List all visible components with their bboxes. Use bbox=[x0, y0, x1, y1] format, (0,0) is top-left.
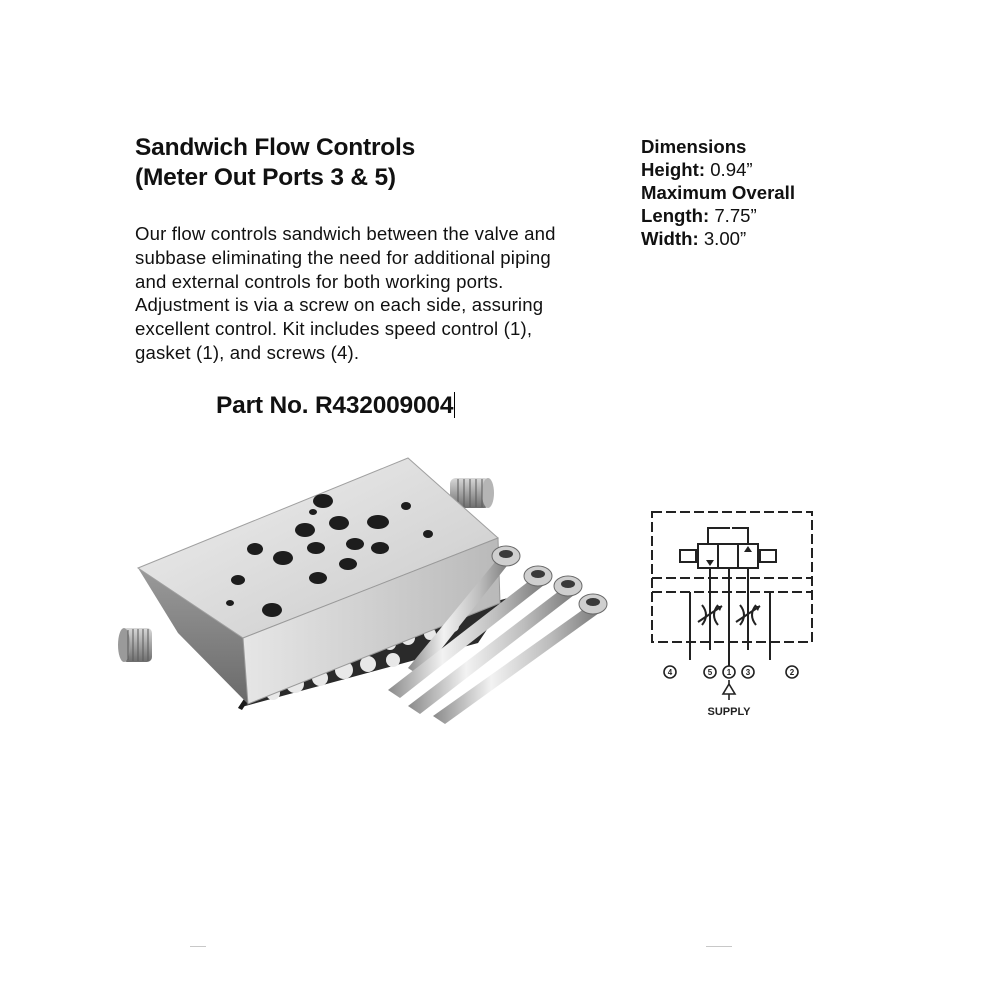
length-value: 7.75” bbox=[714, 205, 757, 226]
title-line-1: Sandwich Flow Controls bbox=[135, 134, 416, 161]
divider bbox=[190, 946, 206, 947]
description-line: subbase eliminating the need for additional piping bbox=[135, 246, 551, 268]
description-line: Adjustment is via a screw on each side, assuring bbox=[135, 294, 544, 316]
part-number bbox=[216, 392, 455, 420]
product-description bbox=[135, 222, 620, 365]
dimensions-heading: Dimensions bbox=[641, 136, 747, 157]
description-line: gasket (1), and screws (4). bbox=[135, 341, 360, 363]
flow-control-schematic bbox=[640, 500, 830, 725]
port-label: 5 bbox=[707, 668, 713, 677]
port-label: 3 bbox=[745, 668, 751, 677]
port-label: 1 bbox=[726, 668, 732, 677]
text-cursor bbox=[454, 392, 455, 418]
product-photo bbox=[108, 438, 610, 733]
page-title bbox=[135, 133, 605, 193]
height-value: 0.94” bbox=[710, 159, 753, 180]
part-number-text: Part No. R432009004 bbox=[216, 392, 454, 419]
port-label: 2 bbox=[789, 668, 795, 677]
height-label: Height: bbox=[641, 159, 706, 180]
width-label: Width: bbox=[641, 228, 699, 249]
supply-label: SUPPLY bbox=[707, 706, 751, 718]
left-adjust-knob bbox=[118, 628, 152, 662]
title-line-2: (Meter Out Ports 3 & 5) bbox=[135, 164, 396, 191]
length-label: Length: bbox=[641, 205, 710, 226]
overall-label: Maximum Overall bbox=[641, 182, 795, 203]
width-value: 3.00” bbox=[703, 228, 747, 249]
description-line: and external controls for both working ports. bbox=[135, 270, 504, 292]
divider bbox=[706, 946, 732, 947]
dimensions-block bbox=[641, 135, 795, 250]
description-line: excellent control. Kit includes speed control (1), bbox=[135, 318, 533, 340]
valve-block bbox=[138, 458, 500, 704]
port-label: 4 bbox=[667, 668, 673, 677]
description-line: Our flow controls sandwich between the valve and bbox=[135, 223, 556, 244]
